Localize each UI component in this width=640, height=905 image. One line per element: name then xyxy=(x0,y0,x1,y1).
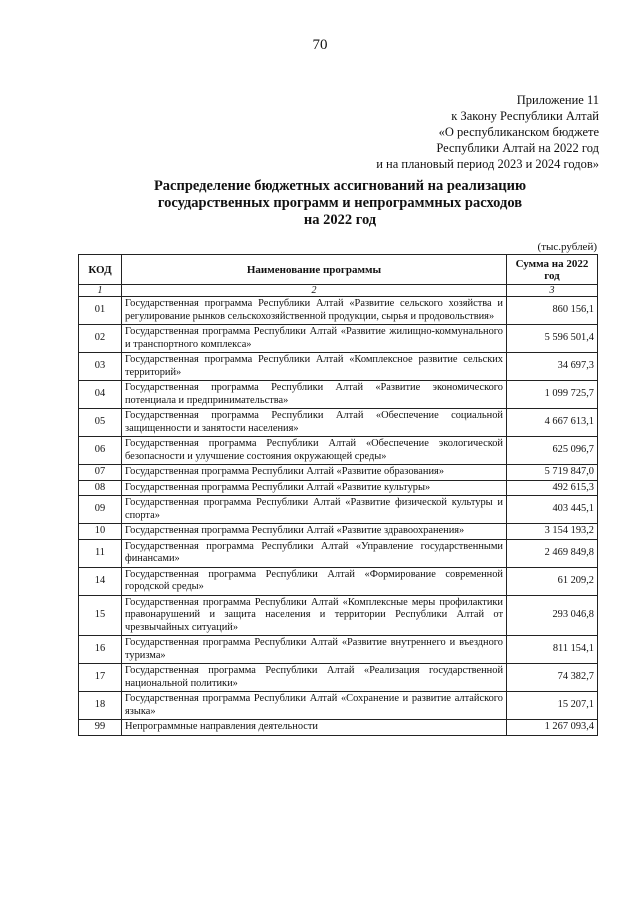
row-amount: 61 209,2 xyxy=(507,567,598,595)
row-amount: 74 382,7 xyxy=(507,664,598,692)
row-code: 05 xyxy=(79,409,122,437)
row-program-name: Государственная программа Республики Алтай «Реализация государственной национальной политики» xyxy=(122,664,507,692)
row-amount: 5 719 847,0 xyxy=(507,465,598,481)
row-code: 99 xyxy=(79,720,122,736)
table-row xyxy=(79,595,598,636)
title-line: на 2022 год xyxy=(303,212,377,228)
row-program-name: Государственная программа Республики Алтай «Развитие внутреннего и въездного туризма» xyxy=(122,636,507,664)
row-amount: 860 156,1 xyxy=(507,297,598,325)
table-row xyxy=(79,297,598,325)
row-program-name: Государственная программа Республики Алтай «Управление государственными финансами» xyxy=(122,539,507,567)
index-cell: 3 xyxy=(507,285,598,297)
row-code: 10 xyxy=(79,524,122,540)
row-code: 02 xyxy=(79,325,122,353)
row-program-name: Государственная программа Республики Алтай «Сохранение и развитие алтайского языка» xyxy=(122,692,507,720)
table-row xyxy=(79,381,598,409)
row-program-name: Государственная программа Республики Алтай «Развитие культуры» xyxy=(122,480,507,496)
row-code: 06 xyxy=(79,437,122,465)
table-row xyxy=(79,325,598,353)
row-program-name: Государственная программа Республики Алтай «Обеспечение экологической безопасности и улучшение состояния окружающей среды» xyxy=(122,437,507,465)
row-amount: 5 596 501,4 xyxy=(507,325,598,353)
table-row xyxy=(79,353,598,381)
appendix-header xyxy=(376,92,599,172)
row-code: 09 xyxy=(79,496,122,524)
row-code: 04 xyxy=(79,381,122,409)
row-program-name: Государственная программа Республики Алтай «Развитие экономического потенциала и предпринимательства» xyxy=(122,381,507,409)
row-code: 08 xyxy=(79,480,122,496)
row-program-name: Государственная программа Республики Алтай «Развитие физической культуры и спорта» xyxy=(122,496,507,524)
title-line: государственных программ и непрограммных расходов xyxy=(157,195,523,211)
row-amount: 403 445,1 xyxy=(507,496,598,524)
header-program-name: Наименование программы xyxy=(122,255,507,285)
row-code: 14 xyxy=(79,567,122,595)
header-amount: Сумма на 2022 год xyxy=(507,255,598,285)
row-code: 16 xyxy=(79,636,122,664)
appendix-line: Республики Алтай на 2022 год xyxy=(436,141,599,155)
row-program-name: Государственная программа Республики Алтай «Развитие сельского хозяйства и регулирование рынков сельскохозяйственной продукции, сырья и продовольствия» xyxy=(122,297,507,325)
row-code: 15 xyxy=(79,595,122,636)
title-line: Распределение бюджетных ассигнований на реализацию xyxy=(153,178,527,194)
table-row xyxy=(79,409,598,437)
table-row xyxy=(79,480,598,496)
row-amount: 492 615,3 xyxy=(507,480,598,496)
appendix-line: Приложение 11 xyxy=(516,93,599,107)
row-program-name: Государственная программа Республики Алтай «Развитие жилищно-коммунального и транспортного комплекса» xyxy=(122,325,507,353)
table-row xyxy=(79,692,598,720)
row-program-name: Государственная программа Республики Алтай «Развитие здравоохранения» xyxy=(122,524,507,540)
table-row xyxy=(79,636,598,664)
row-amount: 625 096,7 xyxy=(507,437,598,465)
document-title xyxy=(60,178,620,229)
row-program-name: Государственная программа Республики Алтай «Комплексное развитие сельских территорий» xyxy=(122,353,507,381)
row-program-name: Государственная программа Республики Алтай «Формирование современной городской среды» xyxy=(122,567,507,595)
table-index-row xyxy=(79,285,598,297)
table-row xyxy=(79,465,598,481)
row-program-name: Непрограммные направления деятельности xyxy=(122,720,507,736)
row-code: 17 xyxy=(79,664,122,692)
table-header-row xyxy=(79,255,598,285)
row-amount: 1 099 725,7 xyxy=(507,381,598,409)
row-amount: 293 046,8 xyxy=(507,595,598,636)
row-amount: 1 267 093,4 xyxy=(507,720,598,736)
index-cell: 1 xyxy=(79,285,122,297)
table-row xyxy=(79,524,598,540)
appendix-line: к Закону Республики Алтай xyxy=(451,109,599,123)
row-code: 03 xyxy=(79,353,122,381)
row-amount: 2 469 849,8 xyxy=(507,539,598,567)
row-amount: 811 154,1 xyxy=(507,636,598,664)
row-program-name: Государственная программа Республики Алтай «Развитие образования» xyxy=(122,465,507,481)
row-code: 07 xyxy=(79,465,122,481)
row-program-name: Государственная программа Республики Алтай «Комплексные меры профилактики правонарушений и защита населения и территории Республики Алтай от чрезвычайных ситуаций» xyxy=(122,595,507,636)
appendix-line: «О республиканском бюджете xyxy=(438,125,599,139)
row-amount: 4 667 613,1 xyxy=(507,409,598,437)
header-code: КОД xyxy=(79,255,122,285)
row-code: 01 xyxy=(79,297,122,325)
table-row xyxy=(79,720,598,736)
table-row xyxy=(79,539,598,567)
page-number: 70 xyxy=(312,37,328,53)
budget-table xyxy=(78,254,598,736)
units-label: (тыс.рублей) xyxy=(537,241,597,253)
table-row xyxy=(79,664,598,692)
row-amount: 3 154 193,2 xyxy=(507,524,598,540)
appendix-line: и на плановый период 2023 и 2024 годов» xyxy=(376,157,599,171)
table-row xyxy=(79,567,598,595)
table-row xyxy=(79,437,598,465)
row-amount: 34 697,3 xyxy=(507,353,598,381)
row-code: 11 xyxy=(79,539,122,567)
row-amount: 15 207,1 xyxy=(507,692,598,720)
table-row xyxy=(79,496,598,524)
row-program-name: Государственная программа Республики Алтай «Обеспечение социальной защищенности и занятости населения» xyxy=(122,409,507,437)
index-cell: 2 xyxy=(122,285,507,297)
row-code: 18 xyxy=(79,692,122,720)
